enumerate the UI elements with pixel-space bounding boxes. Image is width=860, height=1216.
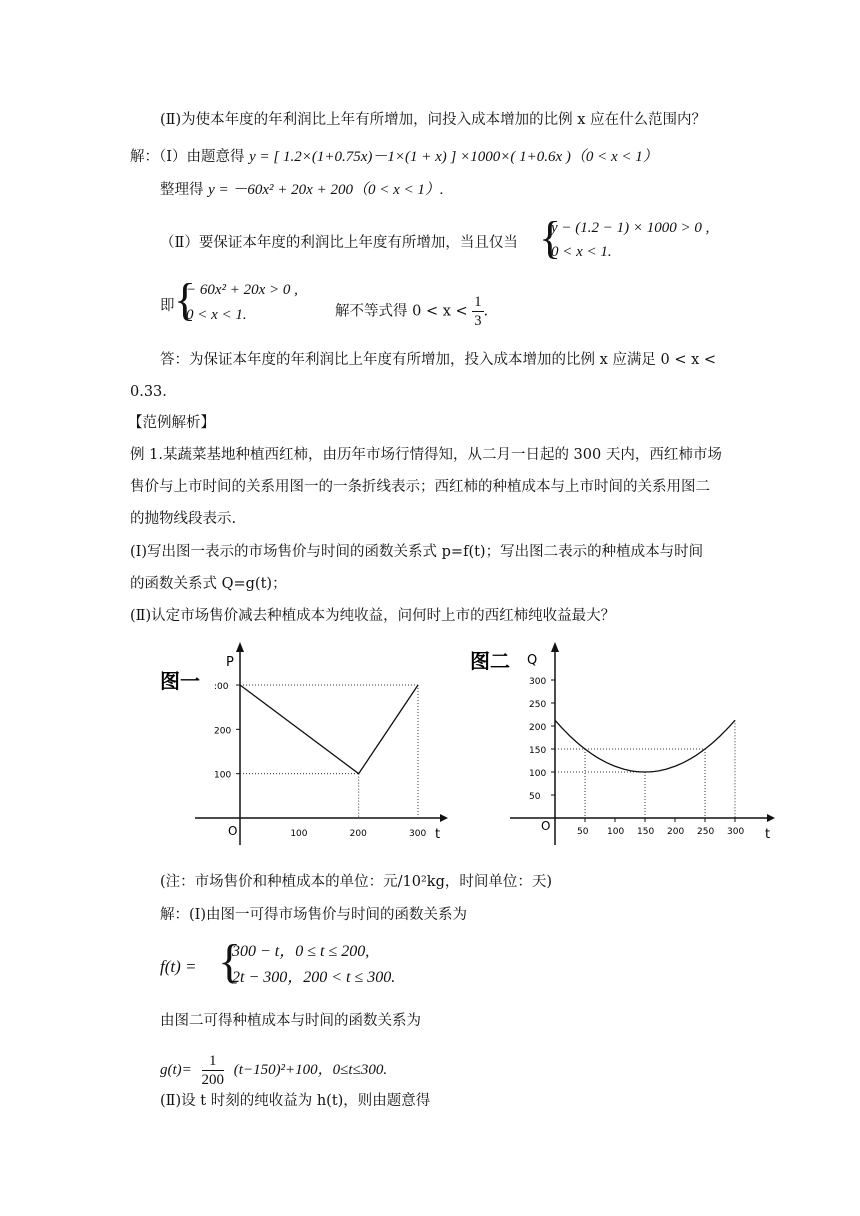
simplify-line	[160, 180, 444, 200]
y-tick-label: 100	[529, 769, 547, 779]
solution-part1	[130, 147, 658, 167]
y-tick-label: :00	[214, 682, 229, 692]
f-label: f(t) =	[160, 957, 197, 976]
left-brace: {	[539, 212, 562, 263]
g-intro: 由图二可得种植成本与时间的函数关系为	[160, 1013, 421, 1029]
answer-line-2: 0.33.	[130, 384, 167, 400]
x-tick-label: 250	[697, 827, 715, 837]
x-axis-label: t	[435, 827, 441, 842]
system1-case2: 0 < x < 1.	[551, 244, 612, 260]
example1-question1-line1: (Ⅰ)写出图一表示的市场售价与时间的函数关系式 p=f(t)；写出图二表示的种植成本与时间	[130, 544, 704, 560]
fraction-numerator: 1	[202, 1052, 225, 1071]
g-formula	[160, 1052, 387, 1089]
g-rest: (t−150)²+100，0≤t≤300.	[233, 1061, 388, 1078]
y-axis-label: Q	[527, 653, 538, 668]
simplify-label: 整理得	[160, 182, 204, 198]
f-case1: 300 − t，0 ≤ t ≤ 200,	[232, 943, 370, 960]
y-tick-label: 250	[529, 700, 547, 710]
y-axis-label: P	[226, 655, 234, 670]
example1-question2: (Ⅱ)认定市场售价减去种植成本为纯收益，问何时上市的西红柿纯收益最大？	[130, 608, 616, 624]
system2-case1: − 60x² + 20x > 0 ,	[186, 282, 298, 298]
example1-question1-line2: 的函数关系式 Q=g(t)；	[130, 576, 287, 592]
chart-figure-2	[465, 640, 785, 855]
fraction-numerator: 1	[474, 294, 482, 310]
origin-label: O	[541, 819, 551, 833]
fraction-denominator: 200	[201, 1072, 225, 1088]
solution2-line1: 解：(Ⅰ)由图一可得市场售价与时间的函数关系为	[160, 907, 468, 923]
simplify-equation: y = －60x² + 20x + 200（0 < x < 1）.	[208, 182, 444, 198]
section-title: 【范例解析】	[128, 415, 215, 431]
x-tick-label: 100	[290, 829, 308, 839]
example1-line3: 的抛物线段表示.	[130, 511, 237, 527]
y-tick-label: 50	[529, 792, 541, 802]
x-tick-label: 100	[607, 827, 625, 837]
solution-label: 解：（Ⅰ）由题意得	[130, 149, 245, 165]
y-tick-label: 100	[214, 770, 232, 781]
y-tick-label: 150	[529, 746, 547, 756]
chart-title: 图一	[160, 669, 200, 693]
x-axis-arrow	[767, 814, 775, 822]
price-line-series	[240, 685, 418, 774]
x-axis-arrow	[440, 814, 448, 822]
answer-line-1: 答：为保证本年度的年利润比上年度有所增加，投入成本增加的比例 x 应满足 0 < x <	[160, 352, 717, 368]
solve-text: 解不等式得 0 < x <	[335, 303, 468, 320]
solution-equation: y = [ 1.2×(1+0.75x)－1×(1 + x) ] ×1000×( 1+0.6x )（0 < x < 1）	[249, 149, 658, 165]
chart-figure-1	[150, 640, 450, 855]
system1-case1: y − (1.2 − 1) × 1000 > 0 ,	[551, 220, 710, 236]
fraction-denominator: 3	[474, 313, 482, 329]
g-label: g(t)=	[160, 1061, 192, 1078]
system2-case2: 0 < x < 1.	[186, 307, 247, 323]
x-tick-label: 300	[727, 827, 745, 837]
y-tick-label: 200	[529, 723, 547, 733]
ji-label: 即	[160, 298, 175, 314]
y-axis-arrow	[551, 642, 559, 652]
y-tick-label: 200	[214, 726, 232, 737]
example1-line2: 售价与上市时间的关系用图一的一条折线表示；西红柿的种植成本与上市时间的关系用图二	[130, 479, 710, 495]
cost-curve-series	[555, 720, 735, 772]
x-tick-label: 300	[409, 829, 427, 839]
f-case2: 2t − 300，200 < t ≤ 300.	[232, 969, 396, 986]
h-line: (Ⅱ)设 t 时刻的纯收益为 h(t)，则由题意得	[160, 1093, 431, 1109]
left-brace: {	[218, 935, 242, 988]
part2-condition-text: （Ⅱ）要保证本年度的利润比上年度有所增加，当且仅当	[160, 235, 518, 251]
x-tick-label: 200	[349, 829, 367, 839]
chart-title: 图二	[470, 649, 510, 673]
example1-line1: 例 1.某蔬菜基地种植西红柿，由历年市场行情得知，从二月一日起的 300 天内，西红柿市场	[130, 447, 722, 463]
x-tick-label: 50	[577, 827, 589, 837]
one-third-fraction	[472, 293, 483, 330]
units-note: (注：市场售价和种植成本的单位：元/10²kg，时间单位：天)	[160, 874, 553, 890]
x-tick-label: 200	[667, 827, 685, 837]
solve-inequality: 解不等式得 0 < x < $\frac{1}{3}$ .	[335, 294, 489, 329]
g-fraction	[202, 1052, 225, 1089]
y-tick-label: 300	[529, 677, 547, 687]
origin-label: O	[228, 824, 238, 838]
y-axis-arrow	[236, 642, 244, 652]
question-part2: (Ⅱ)为使本年度的年利润比上年有所增加，问投入成本增加的比例 x 应在什么范围内？	[160, 112, 707, 128]
x-tick-label: 150	[637, 827, 655, 837]
left-brace: {	[174, 274, 197, 325]
x-axis-label: t	[765, 827, 771, 842]
